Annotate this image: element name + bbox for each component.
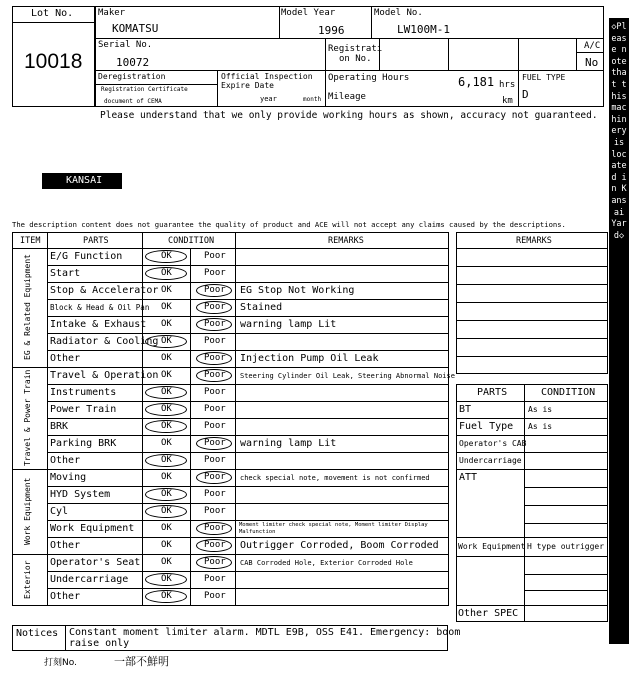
deregistration-label: Deregistration (98, 72, 166, 81)
table-row-remark: EG Stop Not Working (240, 285, 355, 296)
right-part-condition: As is (528, 422, 553, 431)
work-equipment-label: Work Equipment (458, 542, 526, 551)
table-row-divider (47, 571, 449, 572)
item-group-label: EG & Related Equipment (23, 254, 32, 361)
condition-ok[interactable]: OK (161, 523, 172, 533)
table-row-divider (47, 588, 449, 589)
location-badge-text: KANSAI (66, 175, 103, 186)
table-row-part: Other (50, 591, 81, 602)
table-row-divider (47, 452, 449, 453)
condition-ok[interactable]: OK (161, 574, 172, 584)
condition-ok[interactable]: OK (161, 251, 172, 261)
month-label: month (303, 96, 322, 103)
condition-ok[interactable]: OK (161, 336, 172, 346)
condition-poor[interactable]: Poor (204, 353, 226, 363)
table-row-divider (47, 350, 449, 351)
maker: KOMATSU (112, 22, 159, 35)
model-year: 1996 (318, 24, 345, 37)
table-row-part: Power Train (50, 404, 117, 415)
col-condition-header: CONDITION (168, 236, 215, 246)
remarks-line (456, 320, 608, 321)
table-row-remark: CAB Corroded Hole, Exterior Corroded Hole (240, 559, 413, 567)
right-row-divider (456, 452, 608, 453)
model-no-label: Model No. (374, 8, 423, 18)
right-section-divider (456, 556, 608, 557)
table-col-divider (190, 248, 191, 606)
table-row-part: Start (50, 268, 81, 279)
condition-ok[interactable]: OK (161, 540, 172, 550)
model-year-label: Model Year (281, 8, 336, 18)
table-row-part: HYD System (50, 489, 111, 500)
condition-poor[interactable]: Poor (204, 472, 226, 482)
table-row-divider (12, 469, 449, 470)
remarks-line (456, 284, 608, 285)
remarks-line (456, 266, 608, 267)
hrs-label: hrs (499, 80, 516, 90)
right-parts-table (456, 384, 608, 622)
condition-poor[interactable]: Poor (204, 591, 226, 601)
table-row-divider (47, 384, 449, 385)
condition-ok[interactable]: OK (161, 353, 172, 363)
working-hours-notice: Please understand that we only provide working hours as shown, accuracy not guaranteed. (100, 110, 598, 121)
right-section-divider (456, 537, 608, 538)
right-cond-line (524, 590, 608, 591)
condition-poor[interactable]: Poor (204, 387, 226, 397)
condition-poor[interactable]: Poor (204, 268, 226, 278)
side-banner-text: ◇Please note that this machinery is located in Kansai Yard◇ (611, 22, 627, 241)
table-row-divider (12, 367, 449, 368)
notices-text-1: Constant moment limiter alarm. MDTL E9B, OSS E41. Emergency: boom (69, 627, 461, 638)
right-part-condition: As is (528, 405, 553, 414)
lot-no: 10018 (24, 50, 83, 73)
table-row-divider (47, 537, 449, 538)
table-row-part: Intake & Exhaust (50, 319, 147, 330)
condition-ok[interactable]: OK (161, 370, 172, 380)
condition-ok[interactable]: OK (161, 302, 172, 312)
table-row-divider (47, 316, 449, 317)
condition-poor[interactable]: Poor (204, 489, 226, 499)
right-remarks-table (456, 232, 608, 374)
table-row-part: Stop & Accelerator (50, 285, 159, 296)
right-part-label: BT (459, 404, 472, 415)
table-col-divider (235, 232, 236, 606)
condition-ok[interactable]: OK (161, 421, 172, 431)
condition-poor[interactable]: Poor (204, 421, 226, 431)
condition-ok[interactable]: OK (161, 455, 172, 465)
table-row-part: Radiator & Cooling (50, 336, 159, 347)
notices-label: Notices (16, 628, 59, 639)
table-row-divider (47, 503, 449, 504)
table-row-part: Travel & Operation (50, 370, 159, 381)
disclaimer: The description content does not guarantee the quality of product and ACE will not accept any claims caused by the descriptions. (12, 220, 566, 229)
condition-ok[interactable]: OK (161, 387, 172, 397)
condition-poor[interactable]: Poor (204, 574, 226, 584)
table-row-part: Work Equipment (50, 523, 135, 534)
table-row-part: Other (50, 353, 81, 364)
table-row-divider (47, 520, 449, 521)
condition-ok[interactable]: OK (161, 438, 172, 448)
registration-label: Registrati (328, 44, 383, 54)
table-row-divider (47, 299, 449, 300)
condition-poor[interactable]: Poor (204, 336, 226, 346)
fuel-type: D (522, 88, 529, 101)
table-row-divider (47, 282, 449, 283)
table-row-part: BRK (50, 421, 69, 432)
table-row-remark: warning lamp Lit (240, 319, 337, 330)
remarks-line (456, 302, 608, 303)
ac-value: No (585, 56, 599, 69)
table-row-remark: Outrigger Corroded, Boom Corroded (240, 540, 439, 551)
condition-poor[interactable]: Poor (204, 404, 226, 414)
condition-poor[interactable]: Poor (204, 523, 226, 533)
maker-label: Maker (98, 8, 126, 18)
table-row-divider (12, 605, 449, 606)
table-row-remark: Moment limiter check special note, Moment limiter Display Malfunction (239, 522, 428, 535)
operating-hours-label: Operating Hours (328, 73, 410, 83)
right-remarks-header: REMARKS (516, 236, 552, 246)
operating-hours: 6,181 (458, 75, 495, 89)
expire-date-label: Expire Date (221, 81, 274, 90)
table-row-remark: Injection Pump Oil Leak (240, 353, 379, 364)
condition-poor[interactable]: Poor (204, 370, 226, 380)
condition-ok[interactable]: OK (161, 319, 172, 329)
right-part-label: ATT (459, 472, 478, 483)
table-row-divider (47, 333, 449, 334)
table-header-divider (12, 248, 449, 249)
right-row-divider (456, 435, 608, 436)
table-row-part: Block & Head & Oil Pan (50, 303, 150, 312)
condition-ok[interactable]: OK (161, 591, 172, 601)
item-group-label: Exterior (23, 560, 32, 599)
right-part-label: Fuel Type (459, 421, 514, 432)
item-group-label: Travel & Power Train (23, 369, 32, 467)
right-part-label: Operator's CAB (459, 439, 527, 448)
condition-ok[interactable]: OK (161, 285, 172, 295)
table-row-part: Cyl (50, 506, 69, 517)
stamp-value: 一部不鮮明 (114, 655, 169, 668)
remarks-line (456, 356, 608, 357)
condition-poor[interactable]: Poor (204, 251, 226, 261)
lot-no-label: Lot No. (31, 8, 74, 19)
parts-header-divider (456, 401, 608, 402)
year-label: year (260, 95, 277, 103)
stamp-label: 打刻No. (44, 658, 77, 668)
table-row-part: Other (50, 455, 81, 466)
serial-no-label: Serial No. (98, 40, 153, 50)
condition-poor[interactable]: Poor (204, 540, 226, 550)
condition-poor[interactable]: Poor (204, 557, 226, 567)
table-row-remark: Steering Cylinder Oil Leak, Steering Abnormal Noise (240, 372, 455, 380)
right-cond-line (524, 523, 608, 524)
condition-poor[interactable]: Poor (204, 285, 226, 295)
condition-ok[interactable]: OK (161, 557, 172, 567)
document-of-cema-label: document of CEMA (104, 98, 162, 105)
right-row-divider (456, 418, 608, 419)
condition-ok[interactable]: OK (161, 489, 172, 499)
table-row-remark: check special note, movement is not confirmed (240, 474, 430, 482)
table-col-divider (47, 232, 48, 606)
condition-poor[interactable]: Poor (204, 319, 226, 329)
table-row-part: E/G Function (50, 251, 123, 262)
remarks-line (456, 338, 608, 339)
condition-ok[interactable]: OK (161, 472, 172, 482)
condition-poor[interactable]: Poor (204, 455, 226, 465)
table-row-remark: Stained (240, 302, 283, 313)
right-row-divider (456, 469, 608, 470)
right-part-label: Undercarriage (459, 456, 522, 465)
table-row-divider (12, 554, 449, 555)
table-row-divider (47, 418, 449, 419)
right-cond-line (524, 574, 608, 575)
right-parts-header: PARTS (477, 387, 508, 398)
official-inspection-label: Official Inspection (221, 72, 313, 81)
item-group-label: Work Equipment (23, 477, 32, 546)
remarks-line (456, 248, 608, 249)
work-equipment-value: H type outrigger (527, 542, 605, 551)
condition-ok[interactable]: OK (161, 268, 172, 278)
right-cond-line (524, 505, 608, 506)
condition-poor[interactable]: Poor (204, 506, 226, 516)
col-remarks-header: REMARKS (328, 236, 364, 246)
table-row-divider (47, 265, 449, 266)
condition-ok[interactable]: OK (161, 506, 172, 516)
km-label: km (502, 96, 513, 106)
table-row-part: Instruments (50, 387, 117, 398)
table-row-remark: warning lamp Lit (240, 438, 337, 449)
fuel-type-label: FUEL TYPE (522, 73, 566, 82)
condition-ok[interactable]: OK (161, 404, 172, 414)
table-row-divider (47, 435, 449, 436)
table-row-part: Undercarriage (50, 574, 129, 585)
condition-poor[interactable]: Poor (204, 438, 226, 448)
table-row-part: Other (50, 540, 81, 551)
model-no: LW100M-1 (397, 23, 450, 36)
right-cond-line (524, 487, 608, 488)
registration-certificate-label: Registration Certificate (101, 86, 188, 93)
table-row-part: Parking BRK (50, 438, 117, 449)
table-row-divider (47, 486, 449, 487)
right-section-divider (456, 605, 608, 606)
table-row-part: Operator's Seat (50, 557, 141, 568)
right-condition-header: CONDITION (541, 387, 596, 398)
serial-no: 10072 (116, 56, 150, 69)
mileage-label: Mileage (328, 92, 366, 102)
registration-label-2: on No. (339, 54, 372, 64)
ac-label: A/C (584, 41, 601, 51)
table-row-part: Moving (50, 472, 87, 483)
notices-text-2: raise only (69, 638, 130, 649)
other-spec-label: Other SPEC (458, 608, 519, 619)
table-row-divider (47, 401, 449, 402)
condition-poor[interactable]: Poor (204, 302, 226, 312)
col-parts-header: PARTS (83, 236, 109, 246)
col-item-header: ITEM (20, 236, 41, 246)
